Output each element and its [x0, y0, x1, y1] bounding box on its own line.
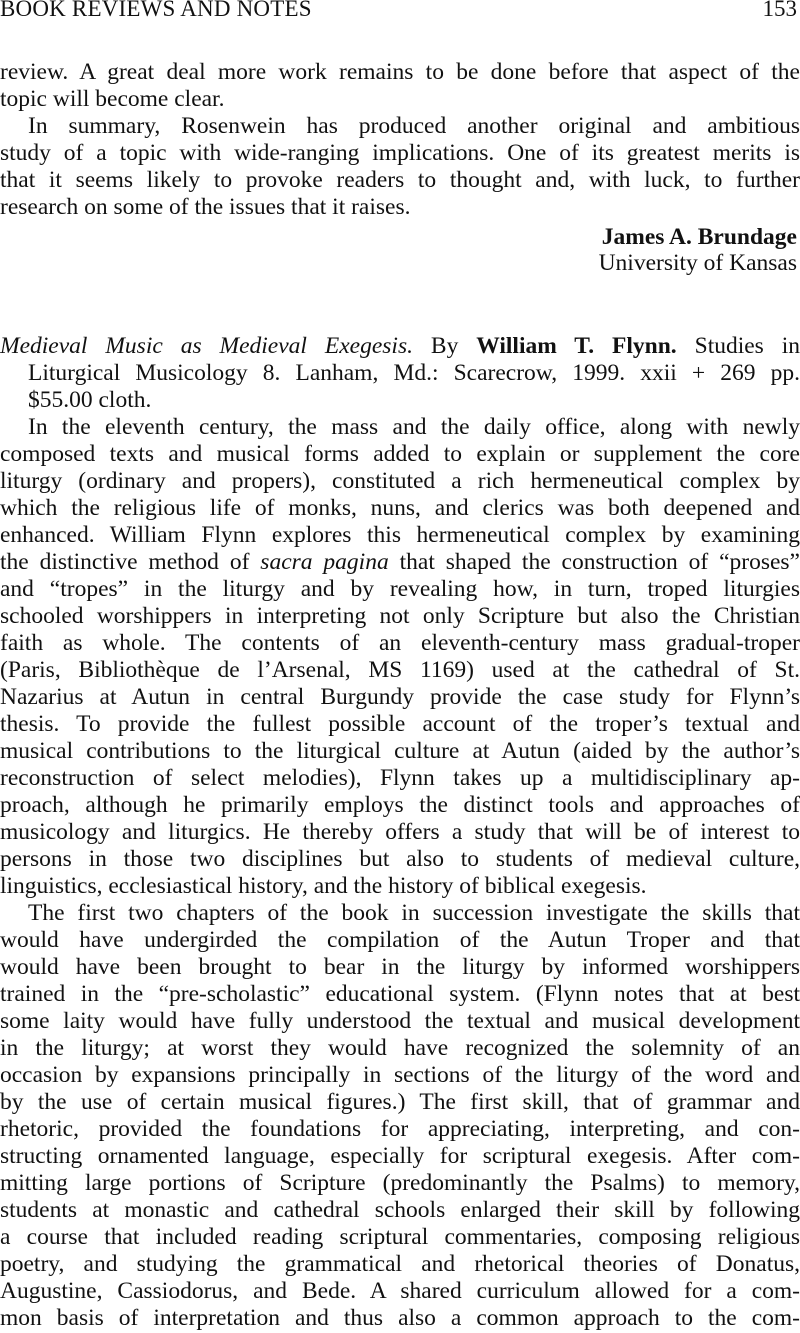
- body-line: (Paris, Bibliothèque de l’Arsenal, MS 1169) used at the cathedral of St.: [0, 657, 800, 683]
- body-italic-term: sacra pagina: [260, 549, 389, 575]
- body-line: students at monastic and cathedral schools enlarged their skill by following: [0, 1197, 800, 1223]
- prev-review-line: that it seems likely to provoke readers to thought and, with luck, to further: [0, 167, 800, 193]
- running-title: BOOK REVIEWS AND NOTES: [0, 0, 312, 21]
- body-line: proach, although he primarily employs the distinct tools and approaches of: [0, 792, 800, 818]
- body-line: The first two chapters of the book in succession investigate the skills that: [28, 900, 800, 926]
- prev-review-line: In summary, Rosenwein has produced another original and ambitious: [28, 113, 800, 139]
- body-line: In the eleventh century, the mass and the daily office, along with newly: [28, 414, 800, 440]
- body-line: [0, 547, 800, 577]
- body-line: faith as whole. The contents of an eleventh-century mass gradual-troper: [0, 630, 800, 656]
- body-line: musical contributions to the liturgical culture at Autun (aided by the author’s: [0, 738, 800, 764]
- reviewer-name: James A. Brundage: [601, 224, 797, 250]
- body-line: musicology and liturgics. He thereby offers a study that will be of interest to: [0, 819, 800, 845]
- body-line: occasion by expansions principally in sections of the liturgy of the word and: [0, 1062, 800, 1088]
- body-line: mon basis of interpretation and thus also a common approach to the com-: [0, 1305, 800, 1331]
- citation-by: By: [430, 333, 459, 359]
- body-line: Nazarius at Autun in central Burgundy provide the case study for Flynn’s: [0, 684, 800, 710]
- reviewer-affiliation: University of Kansas: [598, 250, 797, 276]
- body-line: mitting large portions of Scripture (predominantly the Psalms) to memory,: [0, 1170, 800, 1196]
- body-line: schooled worshippers in interpreting not only Scripture but also the Christian: [0, 603, 800, 629]
- prev-review-line: research on some of the issues that it raises.: [0, 194, 411, 220]
- body-line: which the religious life of monks, nuns, and clerics was both deepened and: [0, 495, 800, 521]
- body-line: some laity would have fully understood the textual and musical development: [0, 1008, 800, 1034]
- book-title: Medieval Music as Medieval Exegesis.: [0, 333, 413, 359]
- body-line: trained in the “pre-scholastic” educational system. (Flynn notes that at best: [0, 981, 800, 1007]
- body-line: enhanced. William Flynn explores this hermeneutical complex by examining: [0, 522, 800, 548]
- body-line: would have been brought to bear in the liturgy by informed worshippers: [0, 954, 800, 980]
- body-line: liturgy (ordinary and propers), constituted a rich hermeneutical complex by: [0, 468, 800, 494]
- body-text: that shaped the construction of “proses”: [399, 549, 800, 575]
- body-line: a course that included reading scriptural commentaries, composing religious: [0, 1224, 800, 1250]
- prev-review-line: topic will become clear.: [0, 86, 225, 112]
- prev-review-line: review. A great deal more work remains to be done before that aspect of the: [0, 59, 800, 85]
- body-line: Augustine, Cassiodorus, and Bede. A shared curriculum allowed for a com-: [0, 1278, 800, 1304]
- review-citation-line: Liturgical Musicology 8. Lanham, Md.: Scarecrow, 1999. xxii + 269 pp.: [28, 360, 800, 386]
- body-line: structing ornamented language, especially for scriptural exegesis. After com-: [0, 1143, 800, 1169]
- book-author: William T. Flynn.: [476, 333, 677, 359]
- review-citation-line: $55.00 cloth.: [28, 387, 152, 413]
- review-citation-line: [0, 331, 800, 361]
- body-line: composed texts and musical forms added to explain or supplement the core: [0, 441, 800, 467]
- body-line: persons in those two disciplines but also to students of medieval culture,: [0, 846, 800, 872]
- body-line: reconstruction of select melodies), Flynn takes up a multidisciplinary ap-: [0, 765, 800, 791]
- body-line: would have undergirded the compilation of the Autun Troper and that: [0, 927, 800, 953]
- body-line: linguistics, ecclesiastical history, and the history of biblical exegesis.: [0, 873, 647, 899]
- body-line: poetry, and studying the grammatical and rhetorical theories of Donatus,: [0, 1251, 800, 1277]
- page-number: 153: [762, 0, 797, 21]
- series-info: Studies in: [694, 333, 800, 359]
- body-line: rhetoric, provided the foundations for appreciating, interpreting, and con-: [0, 1116, 800, 1142]
- body-line: by the use of certain musical figures.) The first skill, that of grammar and: [0, 1089, 800, 1115]
- running-head: [0, 0, 800, 24]
- body-line: thesis. To provide the fullest possible account of the troper’s textual and: [0, 711, 800, 737]
- body-line: and “tropes” in the liturgy and by revealing how, in turn, troped liturgies: [0, 576, 800, 602]
- body-text: the distinctive method of: [0, 549, 250, 575]
- body-line: in the liturgy; at worst they would have recognized the solemnity of an: [0, 1035, 800, 1061]
- prev-review-line: study of a topic with wide-ranging implications. One of its greatest merits is: [0, 140, 800, 166]
